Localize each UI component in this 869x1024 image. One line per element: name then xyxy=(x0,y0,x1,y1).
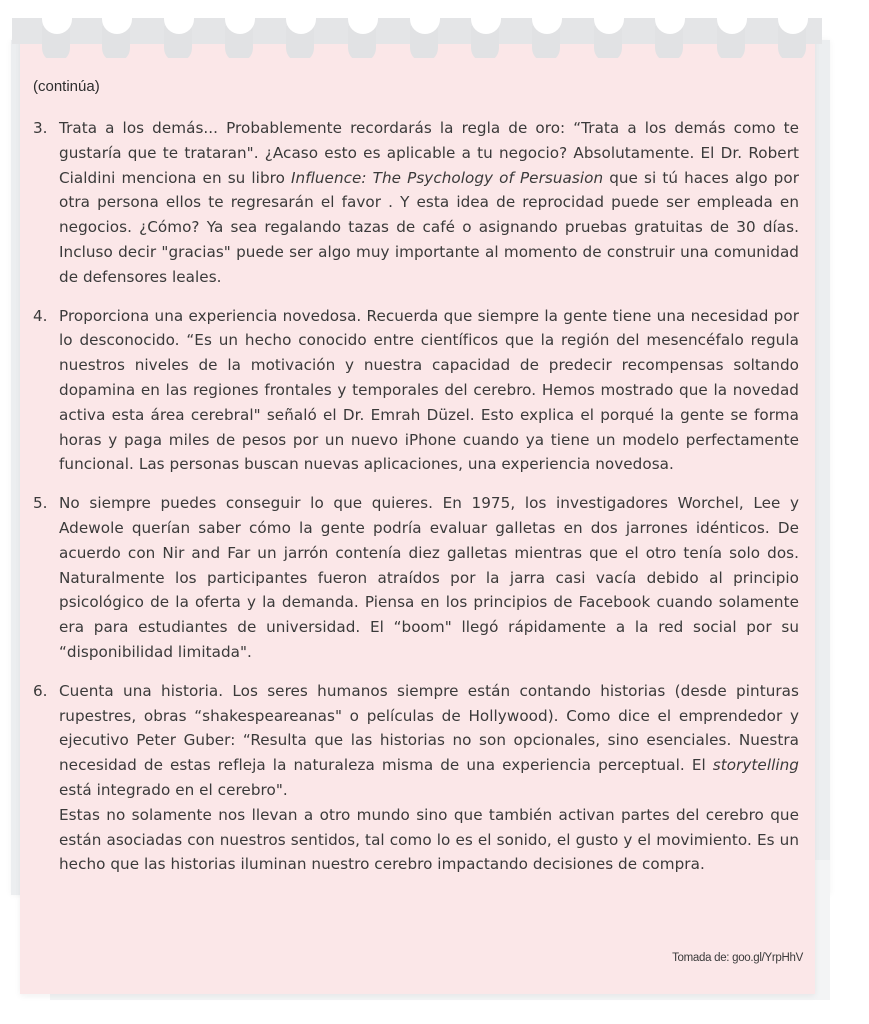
spiral-binding xyxy=(12,8,822,58)
list-item-4 xyxy=(33,304,799,478)
book-title: Influence: The Psychology of Persuasion xyxy=(291,168,604,187)
item-text-part: Cuenta una historia. Los seres humanos siempre están contando historias (desde pinturas rupestres, obras “shakespeareanas" o películas de Hollywood). Como dice el emprendedor y ejecutivo Peter Guber: “Resulta que las historias no son opcionales, sino esenciales. Nuestra necesidad de estas refleja la naturaleza misma de una experiencia perceptual. El xyxy=(59,681,799,775)
item-text xyxy=(59,679,799,877)
item-text-part: está integrado en el cerebro". xyxy=(59,780,288,799)
item-text: Proporciona una experiencia novedosa. Recuerda que siempre la gente tiene una necesidad por lo desconocido. “Es un hecho conocido entre científicos que la región del mesencéfalo regula nuestros niveles de la motivación y nuestra capacidad de predecir recompensas soltando dopamina en las regiones frontales y temporales del cerebro. Hemos mostrado que la novedad activa esta área cerebral" señaló el Dr. Emrah Düzel. Esto explica el porqué la gente se forma horas y paga miles de pesos por un nuevo iPhone cuando ya tiene un modelo perfectamente funcional. Las personas buscan nuevas aplicaciones, una experiencia novedosa. xyxy=(59,306,799,474)
numbered-list xyxy=(33,116,799,891)
item-second-paragraph: Estas no solamente nos llevan a otro mundo sino que también activan partes del cerebro que están asociadas con nuestros sentidos, tal como lo es el sonido, el gusto y el movimiento. Es un hecho que las historias iluminan nuestro cerebro impactando decisiones de compra. xyxy=(59,805,799,874)
continued-label: (continúa) xyxy=(33,78,100,95)
item-number: 3. xyxy=(33,119,48,137)
list-item-5 xyxy=(33,491,799,665)
item-number: 6. xyxy=(33,681,48,700)
list-item-3 xyxy=(33,116,799,290)
item-number: 4. xyxy=(33,306,48,325)
item-text-part: que si tú haces algo por otra persona ellos te regresarán el favor . Y esta idea de reprocidad puede ser empleada en negocios. ¿Cómo? Ya sea regalando tazas de café o asignando pruebas gratuitas de 30 días. Incluso decir "gracias" puede ser algo muy importante al momento de construir una comunidad de defensores leales. xyxy=(59,168,799,286)
italic-term: storytelling xyxy=(712,756,799,775)
source-credit: Tomada de: goo.gl/YrpHhV xyxy=(672,952,803,964)
item-text: No siempre puedes conseguir lo que quieres. En 1975, los investigadores Worchel, Lee y Adewole querían saber cómo la gente podría evaluar galletas en dos jarrones idénticos. De acuerdo con Nir and Far un jarrón contenía diez galletas mientras que el otro tenía solo dos. Naturalmente los participantes fueron atraídos por la jarra casi vacía debido al principio psicológico de la oferta y la demanda. Piensa en los principios de Facebook cuando solamente era para estudiantes de universidad. El “boom" llegó rápidamente a la red social por su “disponibilidad limitada". xyxy=(59,494,799,661)
item-number: 5. xyxy=(33,494,48,513)
list-item-6 xyxy=(33,679,799,877)
item-text-part: Trata a los demás... Probablemente recordarás la regla de oro: “Trata a los demás como te gustaría que te trataran". ¿Acaso esto es aplicable a tu negocio? Absolutamente. El Dr. Robert Cialdini menciona en su libro xyxy=(59,119,799,187)
item-text xyxy=(59,116,799,290)
